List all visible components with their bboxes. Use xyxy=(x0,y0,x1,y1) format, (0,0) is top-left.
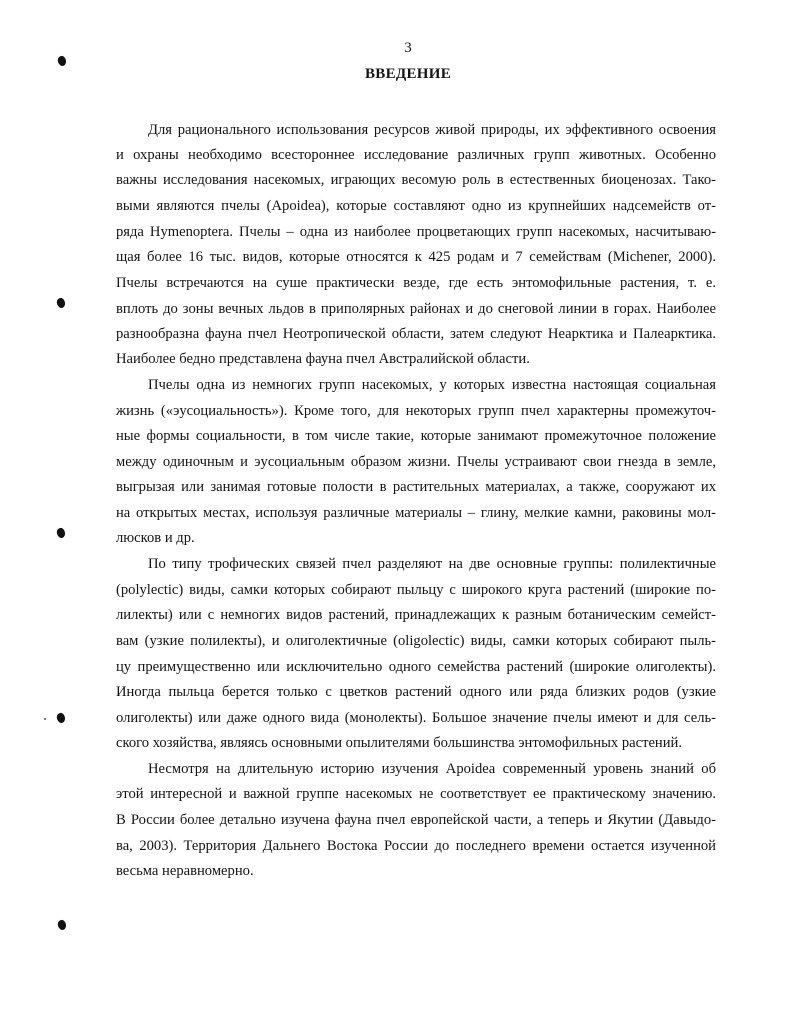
text-line: щая более 16 тыс. видов, которые относятся к 425 родам и 7 семействам (Michener, 2000). xyxy=(116,249,716,265)
text-line: выми являются пчелы (Apoidea), которые составляют одно из крупнейших надсемейств от- xyxy=(116,198,716,214)
text-line: на открытых местах, используя различные материалы – глину, мелкие камни, раковины мол- xyxy=(116,505,716,521)
text-line: (polylectic) виды, самки которых собирают пыльцу с широкого круга растений (широкие по- xyxy=(116,582,716,598)
text-line: между одиночным и эусоциальным образом жизни. Пчелы устраивают свои гнезда в земле, xyxy=(116,454,716,470)
page-title: ВВЕДЕНИЕ xyxy=(364,66,452,82)
text-line: Пчелы одна из немногих групп насекомых, у которых известна настоящая социальная xyxy=(148,377,716,393)
text-line: В России более детально изучена фауна пчел европейской части, а теперь и Якутии (Давыдо- xyxy=(116,812,716,828)
text-line: цу преимущественно или исключительно одного семейства растений (широкие олиголекты). xyxy=(116,659,716,675)
text-line: люсков и др. xyxy=(116,530,195,546)
text-line: лилекты) или с немногих видов растений, принадлежащих к разным ботаническим семейст- xyxy=(116,607,716,623)
text-line: По типу трофических связей пчел разделяют на две основные группы: полилектичные xyxy=(148,556,716,572)
text-line: Несмотря на длительную историю изучения Apoidea современный уровень знаний об xyxy=(148,761,716,777)
text-line: ва, 2003). Территория Дальнего Востока России до последнего времени остается изученной xyxy=(116,838,716,854)
text-line: ряда Hymenoptera. Пчелы – одна из наиболее процветающих групп насекомых, насчитываю- xyxy=(116,224,716,240)
text-line: вплоть до зоны вечных льдов в приполярных районах и до снеговой линии в горах. Наиболее xyxy=(116,301,716,317)
text-line: Наиболее бедно представлена фауна пчел Австралийской области. xyxy=(116,351,530,367)
text-line: Пчелы встречаются на суше практически везде, где есть энтомофильные растения, т. е. xyxy=(116,275,716,291)
text-line: и охраны необходимо всестороннее исследование различных групп животных. Особенно xyxy=(116,147,716,163)
text-line: вам (узкие полилекты), и олиголектичные (oligolectic) виды, самки которых собирают пыль- xyxy=(116,633,716,649)
text-line: разнообразна фауна пчел Неотропической области, затем следуют Неарктика и Палеарктика. xyxy=(116,326,716,342)
hole-punch-mark xyxy=(57,919,68,931)
scan-speck xyxy=(44,718,46,720)
text-line: Иногда пыльца берется только с цветков растений одного или ряда близких родов (узкие xyxy=(116,684,716,700)
text-line: ные формы социальности, в том числе такие, которые занимают промежуточное положение xyxy=(116,428,716,444)
hole-punch-mark xyxy=(56,297,67,309)
text-line: ского хозяйства, являясь основными опылителями большинства энтомофильных растений. xyxy=(116,735,682,751)
text-line: Для рационального использования ресурсов живой природы, их эффективного освоения xyxy=(148,122,716,138)
text-line: жизнь («эусоциальность»). Кроме того, для некоторых групп пчел характерны промежуточ- xyxy=(116,403,716,419)
text-line: весьма неравномерно. xyxy=(116,863,254,879)
text-line: выгрызая или занимая готовые полости в растительных материалах, а также, сооружают их xyxy=(116,479,716,495)
hole-punch-mark xyxy=(56,527,67,539)
page-number: 3 xyxy=(404,40,412,56)
text-line: олиголекты) или даже одного вида (монолекты). Большое значение пчелы имеют и для сель- xyxy=(116,710,716,726)
text-line: важны исследования насекомых, играющих весомую роль в естественных биоценозах. Тако- xyxy=(116,172,716,188)
hole-punch-mark xyxy=(56,712,67,724)
text-line: этой интересной и важной группе насекомых не соответствует ее практическому значению. xyxy=(116,786,716,802)
